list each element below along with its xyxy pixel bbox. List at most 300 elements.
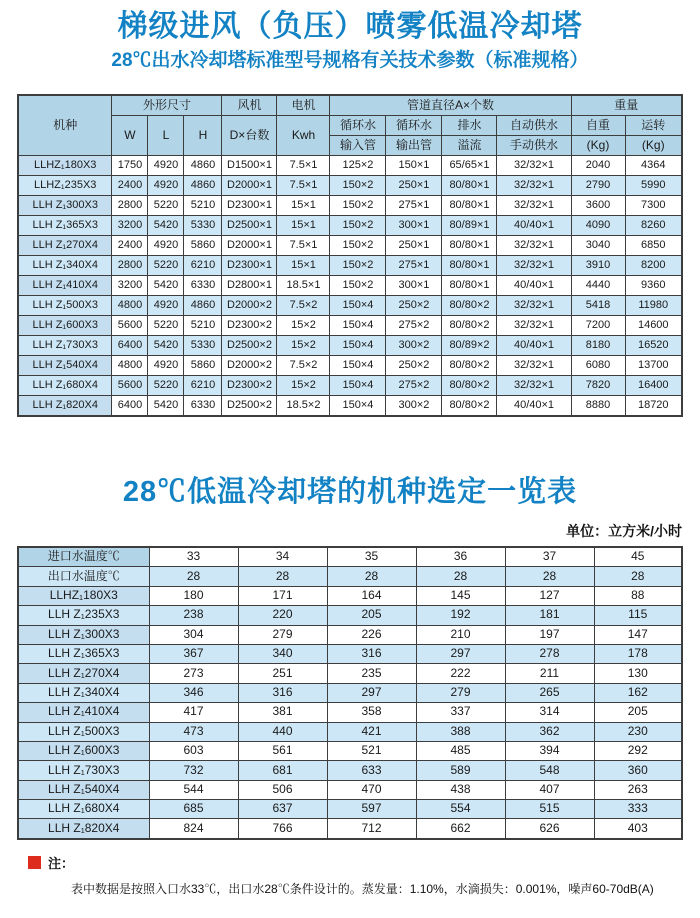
- value-cell: 250×2: [386, 296, 442, 316]
- value-cell: 7200: [571, 316, 625, 336]
- value-cell: 15×2: [277, 316, 330, 336]
- row-label-cell: LLH Z₁820X4: [18, 396, 112, 417]
- value-cell: 297: [327, 683, 416, 702]
- row-label-cell: LLH Z₁270X4: [18, 236, 112, 256]
- value-cell: 633: [327, 761, 416, 780]
- row-label-cell: LLH Z₁600X3: [18, 316, 112, 336]
- value-cell: 278: [505, 644, 594, 663]
- row-label-cell: LLHZ₁235X3: [18, 176, 112, 196]
- row-label-cell: LLH Z₁340X4: [18, 256, 112, 276]
- value-cell: 181: [505, 606, 594, 625]
- row-label-cell: LLH Z₁680X4: [18, 800, 149, 819]
- value-cell: D2000×1: [222, 176, 277, 196]
- col-header-pipe-in-bottom: 输入管: [330, 136, 386, 156]
- value-cell: 32/32×1: [497, 196, 571, 216]
- value-cell: 766: [238, 819, 327, 839]
- value-cell: 250×1: [386, 176, 442, 196]
- value-cell: 9360: [625, 276, 682, 296]
- row-label-cell: LLH Z₁600X3: [18, 741, 149, 760]
- value-cell: 15×1: [277, 256, 330, 276]
- value-cell: 80/80×2: [442, 376, 497, 396]
- value-cell: 192: [416, 606, 505, 625]
- col-header-drain-bottom: 溢流: [442, 136, 497, 156]
- row-label-cell: LLH Z₁820X4: [18, 819, 149, 839]
- value-cell: D1500×1: [222, 156, 277, 176]
- value-cell: 275×2: [386, 316, 442, 336]
- value-cell: 407: [505, 780, 594, 799]
- value-cell: 637: [238, 800, 327, 819]
- value-cell: 150×2: [330, 236, 386, 256]
- unit-label: 单位：立方米/小时: [566, 523, 682, 539]
- value-cell: 4860: [184, 156, 222, 176]
- row-label-cell: LLHZ₁180X3: [18, 586, 149, 605]
- row-label-cell: LLH Z₁540X4: [18, 356, 112, 376]
- value-cell: 36: [416, 547, 505, 567]
- value-cell: 5860: [184, 236, 222, 256]
- value-cell: D2300×1: [222, 196, 277, 216]
- value-cell: 150×2: [330, 176, 386, 196]
- value-cell: 5220: [148, 256, 184, 276]
- col-header-w: W: [112, 116, 148, 156]
- value-cell: 2040: [571, 156, 625, 176]
- value-cell: 5860: [184, 356, 222, 376]
- value-cell: 292: [594, 741, 682, 760]
- value-cell: 297: [416, 644, 505, 663]
- value-cell: 32/32×1: [497, 236, 571, 256]
- value-cell: 28: [327, 567, 416, 586]
- value-cell: 5210: [184, 196, 222, 216]
- table-row: [18, 780, 682, 799]
- value-cell: 4860: [184, 176, 222, 196]
- value-cell: 238: [149, 606, 238, 625]
- value-cell: 45: [594, 547, 682, 567]
- table-row: [18, 356, 682, 376]
- value-cell: 388: [416, 722, 505, 741]
- col-header-h: H: [184, 116, 222, 156]
- value-cell: 421: [327, 722, 416, 741]
- table-row: [18, 644, 682, 663]
- value-cell: 7820: [571, 376, 625, 396]
- table-row: [18, 316, 682, 336]
- value-cell: 473: [149, 722, 238, 741]
- value-cell: 273: [149, 664, 238, 683]
- value-cell: 15×2: [277, 336, 330, 356]
- value-cell: 554: [416, 800, 505, 819]
- value-cell: 3910: [571, 256, 625, 276]
- value-cell: 5220: [148, 196, 184, 216]
- value-cell: 265: [505, 683, 594, 702]
- value-cell: 251: [238, 664, 327, 683]
- value-cell: 15×2: [277, 376, 330, 396]
- value-cell: 603: [149, 741, 238, 760]
- value-cell: 145: [416, 586, 505, 605]
- table-row: [18, 741, 682, 760]
- value-cell: 275×1: [386, 196, 442, 216]
- value-cell: 80/80×1: [442, 196, 497, 216]
- value-cell: D2000×1: [222, 236, 277, 256]
- value-cell: 211: [505, 664, 594, 683]
- value-cell: 337: [416, 703, 505, 722]
- row-label-cell: LLHZ₁180X3: [18, 156, 112, 176]
- value-cell: 28: [149, 567, 238, 586]
- value-cell: 403: [594, 819, 682, 839]
- value-cell: 662: [416, 819, 505, 839]
- row-label-cell: LLH Z₁300X3: [18, 625, 149, 644]
- value-cell: 381: [238, 703, 327, 722]
- table-row: [18, 396, 682, 417]
- row-label-cell: LLH Z₁730X3: [18, 761, 149, 780]
- value-cell: 250×2: [386, 356, 442, 376]
- row-label-cell: LLH Z₁365X3: [18, 644, 149, 663]
- note-text: 表中数据是按照入口水33℃，出口水28℃条件设计的。蒸发量：1.10%，水滴损失：0.001%，噪声60-70dB(A): [71, 881, 654, 896]
- col-header-motor: 电机: [277, 95, 330, 116]
- value-cell: 2400: [112, 176, 148, 196]
- value-cell: 485: [416, 741, 505, 760]
- value-cell: 544: [149, 780, 238, 799]
- value-cell: 681: [238, 761, 327, 780]
- value-cell: 4090: [571, 216, 625, 236]
- value-cell: 346: [149, 683, 238, 702]
- row-label-cell: LLH Z₁730X3: [18, 336, 112, 356]
- value-cell: 589: [416, 761, 505, 780]
- value-cell: 4920: [148, 176, 184, 196]
- value-cell: 130: [594, 664, 682, 683]
- value-cell: 11980: [625, 296, 682, 316]
- value-cell: 32/32×1: [497, 296, 571, 316]
- col-header-dimensions: 外形尺寸: [112, 95, 222, 116]
- value-cell: 32/32×1: [497, 156, 571, 176]
- note-label: 注：: [48, 855, 75, 871]
- value-cell: 333: [594, 800, 682, 819]
- value-cell: 340: [238, 644, 327, 663]
- table-row: [18, 683, 682, 702]
- value-cell: 18.5×2: [277, 396, 330, 417]
- value-cell: 5220: [148, 376, 184, 396]
- col-header-weight-run-bottom: (Kg): [625, 136, 682, 156]
- value-cell: 440: [238, 722, 327, 741]
- value-cell: 515: [505, 800, 594, 819]
- value-cell: 150×4: [330, 376, 386, 396]
- value-cell: 80/80×2: [442, 316, 497, 336]
- value-cell: 506: [238, 780, 327, 799]
- value-cell: 300×2: [386, 396, 442, 417]
- value-cell: 263: [594, 780, 682, 799]
- table-row: [18, 819, 682, 839]
- value-cell: D2300×1: [222, 256, 277, 276]
- value-cell: 8180: [571, 336, 625, 356]
- value-cell: 80/89×1: [442, 216, 497, 236]
- col-header-weight-dry-top: 自重: [571, 116, 625, 136]
- col-header-fan-sub: D×台数: [222, 116, 277, 156]
- value-cell: 210: [416, 625, 505, 644]
- value-cell: 7.5×2: [277, 356, 330, 376]
- value-cell: 65/65×1: [442, 156, 497, 176]
- value-cell: 6400: [112, 336, 148, 356]
- value-cell: 32/32×1: [497, 176, 571, 196]
- table-row: [18, 703, 682, 722]
- table-row: [18, 625, 682, 644]
- value-cell: 220: [238, 606, 327, 625]
- value-cell: D2500×1: [222, 216, 277, 236]
- value-cell: 4364: [625, 156, 682, 176]
- table-row: [18, 586, 682, 605]
- value-cell: 4860: [184, 296, 222, 316]
- value-cell: 32/32×1: [497, 256, 571, 276]
- table-row: [18, 606, 682, 625]
- table-row: [18, 567, 682, 586]
- value-cell: 6400: [112, 396, 148, 417]
- value-cell: 362: [505, 722, 594, 741]
- row-label-cell: LLH Z₁235X3: [18, 606, 149, 625]
- value-cell: 150×4: [330, 336, 386, 356]
- row-label-cell: LLH Z₁680X4: [18, 376, 112, 396]
- value-cell: 14600: [625, 316, 682, 336]
- value-cell: 8880: [571, 396, 625, 417]
- value-cell: 197: [505, 625, 594, 644]
- value-cell: 5420: [148, 216, 184, 236]
- col-header-weight-dry-bottom: (Kg): [571, 136, 625, 156]
- value-cell: 125×2: [330, 156, 386, 176]
- value-cell: 300×2: [386, 336, 442, 356]
- value-cell: 80/80×2: [442, 396, 497, 417]
- value-cell: 4920: [148, 296, 184, 316]
- value-cell: 150×2: [330, 216, 386, 236]
- value-cell: 6850: [625, 236, 682, 256]
- value-cell: 6330: [184, 396, 222, 417]
- value-cell: 1750: [112, 156, 148, 176]
- col-header-fan: 风机: [222, 95, 277, 116]
- value-cell: 171: [238, 586, 327, 605]
- value-cell: 2400: [112, 236, 148, 256]
- col-header-model: 机种: [18, 95, 112, 156]
- selection-table: [17, 546, 683, 840]
- row-label-cell: LLH Z₁500X3: [18, 722, 149, 741]
- value-cell: 2790: [571, 176, 625, 196]
- col-header-weight-run-top: 运转: [625, 116, 682, 136]
- value-cell: 80/89×2: [442, 336, 497, 356]
- col-header-pipe-in-top: 循环水: [330, 116, 386, 136]
- col-header-motor-sub: Kwh: [277, 116, 330, 156]
- note-marker-icon: [28, 856, 41, 869]
- value-cell: 222: [416, 664, 505, 683]
- value-cell: 597: [327, 800, 416, 819]
- value-cell: 34: [238, 547, 327, 567]
- value-cell: 316: [327, 644, 416, 663]
- value-cell: 685: [149, 800, 238, 819]
- value-cell: 279: [238, 625, 327, 644]
- table-row: [18, 156, 682, 176]
- row-label-cell: LLH Z₁365X3: [18, 216, 112, 236]
- value-cell: 712: [327, 819, 416, 839]
- value-cell: 162: [594, 683, 682, 702]
- value-cell: 5420: [148, 396, 184, 417]
- value-cell: 115: [594, 606, 682, 625]
- col-header-supply-bottom: 手动供水: [497, 136, 571, 156]
- row-label-cell: LLH Z₁300X3: [18, 196, 112, 216]
- value-cell: 275×1: [386, 256, 442, 276]
- col-header-weight: 重量: [571, 95, 682, 116]
- value-cell: 732: [149, 761, 238, 780]
- table-row: [18, 336, 682, 356]
- value-cell: 6210: [184, 256, 222, 276]
- table-row: [18, 256, 682, 276]
- value-cell: 358: [327, 703, 416, 722]
- value-cell: 5210: [184, 316, 222, 336]
- value-cell: 8200: [625, 256, 682, 276]
- value-cell: 150×4: [330, 396, 386, 417]
- value-cell: 4920: [148, 356, 184, 376]
- value-cell: D2500×2: [222, 336, 277, 356]
- value-cell: 300×1: [386, 276, 442, 296]
- value-cell: 250×1: [386, 236, 442, 256]
- spec-table-header: [18, 95, 682, 156]
- value-cell: 33: [149, 547, 238, 567]
- value-cell: 417: [149, 703, 238, 722]
- value-cell: 275×2: [386, 376, 442, 396]
- value-cell: 2800: [112, 196, 148, 216]
- value-cell: 235: [327, 664, 416, 683]
- value-cell: 4920: [148, 156, 184, 176]
- table-row: [18, 547, 682, 567]
- value-cell: 6330: [184, 276, 222, 296]
- table-row: [18, 196, 682, 216]
- value-cell: 28: [505, 567, 594, 586]
- value-cell: 824: [149, 819, 238, 839]
- value-cell: 316: [238, 683, 327, 702]
- value-cell: 127: [505, 586, 594, 605]
- table-row: [18, 276, 682, 296]
- page-subtitle: 28℃出水冷却塔标准型号规格有关技术参数（标准规格）: [111, 50, 589, 71]
- value-cell: 4920: [148, 236, 184, 256]
- value-cell: D2300×2: [222, 376, 277, 396]
- value-cell: 5990: [625, 176, 682, 196]
- value-cell: D2800×1: [222, 276, 277, 296]
- value-cell: D2300×2: [222, 316, 277, 336]
- col-header-pipes: 管道直径A×个数: [330, 95, 571, 116]
- value-cell: 7300: [625, 196, 682, 216]
- value-cell: 226: [327, 625, 416, 644]
- value-cell: 32/32×1: [497, 316, 571, 336]
- value-cell: 150×4: [330, 356, 386, 376]
- table-row: [18, 216, 682, 236]
- value-cell: 4800: [112, 356, 148, 376]
- value-cell: 178: [594, 644, 682, 663]
- value-cell: 32/32×1: [497, 376, 571, 396]
- col-header-pipe-out-top: 循环水: [386, 116, 442, 136]
- value-cell: 367: [149, 644, 238, 663]
- row-label-cell: LLH Z₁500X3: [18, 296, 112, 316]
- value-cell: 180: [149, 586, 238, 605]
- value-cell: 7.5×1: [277, 156, 330, 176]
- value-cell: 32/32×1: [497, 356, 571, 376]
- value-cell: 13700: [625, 356, 682, 376]
- value-cell: 150×2: [330, 276, 386, 296]
- value-cell: 5600: [112, 376, 148, 396]
- value-cell: 3200: [112, 276, 148, 296]
- col-header-supply-top: 自动供水: [497, 116, 571, 136]
- value-cell: 304: [149, 625, 238, 644]
- value-cell: 16400: [625, 376, 682, 396]
- value-cell: 5418: [571, 296, 625, 316]
- selection-table-title: 28℃低温冷却塔的机种选定一览表: [122, 476, 578, 508]
- value-cell: 37: [505, 547, 594, 567]
- value-cell: D2000×2: [222, 356, 277, 376]
- value-cell: 28: [238, 567, 327, 586]
- value-cell: 548: [505, 761, 594, 780]
- value-cell: 40/40×1: [497, 396, 571, 417]
- value-cell: 561: [238, 741, 327, 760]
- value-cell: D2500×2: [222, 396, 277, 417]
- value-cell: 80/80×1: [442, 276, 497, 296]
- table-row: [18, 800, 682, 819]
- value-cell: 3600: [571, 196, 625, 216]
- row-label-cell: LLH Z₁270X4: [18, 664, 149, 683]
- value-cell: 40/40×1: [497, 216, 571, 236]
- row-label-cell: LLH Z₁410X4: [18, 703, 149, 722]
- value-cell: 40/40×1: [497, 276, 571, 296]
- value-cell: 205: [327, 606, 416, 625]
- value-cell: 6080: [571, 356, 625, 376]
- value-cell: 80/80×1: [442, 236, 497, 256]
- value-cell: 28: [594, 567, 682, 586]
- value-cell: 147: [594, 625, 682, 644]
- value-cell: 88: [594, 586, 682, 605]
- value-cell: 150×2: [330, 196, 386, 216]
- page-title: 梯级进风（负压）喷雾低温冷却塔: [117, 10, 583, 43]
- value-cell: 16520: [625, 336, 682, 356]
- value-cell: 150×4: [330, 296, 386, 316]
- value-cell: 28: [416, 567, 505, 586]
- value-cell: 80/80×1: [442, 176, 497, 196]
- value-cell: 438: [416, 780, 505, 799]
- value-cell: 470: [327, 780, 416, 799]
- row-label-cell: LLH Z₁410X4: [18, 276, 112, 296]
- table-row: [18, 236, 682, 256]
- table-row: [18, 296, 682, 316]
- row-label-cell: LLH Z₁340X4: [18, 683, 149, 702]
- value-cell: 5600: [112, 316, 148, 336]
- value-cell: 80/80×2: [442, 356, 497, 376]
- value-cell: 35: [327, 547, 416, 567]
- value-cell: 7.5×1: [277, 236, 330, 256]
- value-cell: 521: [327, 741, 416, 760]
- spec-table: [17, 94, 683, 417]
- row-label-cell: 进口水温度℃: [18, 547, 149, 567]
- value-cell: 5220: [148, 316, 184, 336]
- table-row: [18, 376, 682, 396]
- value-cell: 7.5×1: [277, 176, 330, 196]
- value-cell: 150×1: [386, 156, 442, 176]
- value-cell: 279: [416, 683, 505, 702]
- value-cell: 626: [505, 819, 594, 839]
- value-cell: 150×2: [330, 256, 386, 276]
- value-cell: 8260: [625, 216, 682, 236]
- value-cell: 164: [327, 586, 416, 605]
- value-cell: 3040: [571, 236, 625, 256]
- value-cell: 150×4: [330, 316, 386, 336]
- value-cell: 18.5×1: [277, 276, 330, 296]
- value-cell: 7.5×2: [277, 296, 330, 316]
- row-label-cell: 出口水温度℃: [18, 567, 149, 586]
- note-block: [14, 853, 686, 897]
- value-cell: 5420: [148, 336, 184, 356]
- value-cell: 4440: [571, 276, 625, 296]
- col-header-pipe-out-bottom: 输出管: [386, 136, 442, 156]
- value-cell: 15×1: [277, 196, 330, 216]
- value-cell: 15×1: [277, 216, 330, 236]
- value-cell: 300×1: [386, 216, 442, 236]
- value-cell: 80/80×2: [442, 296, 497, 316]
